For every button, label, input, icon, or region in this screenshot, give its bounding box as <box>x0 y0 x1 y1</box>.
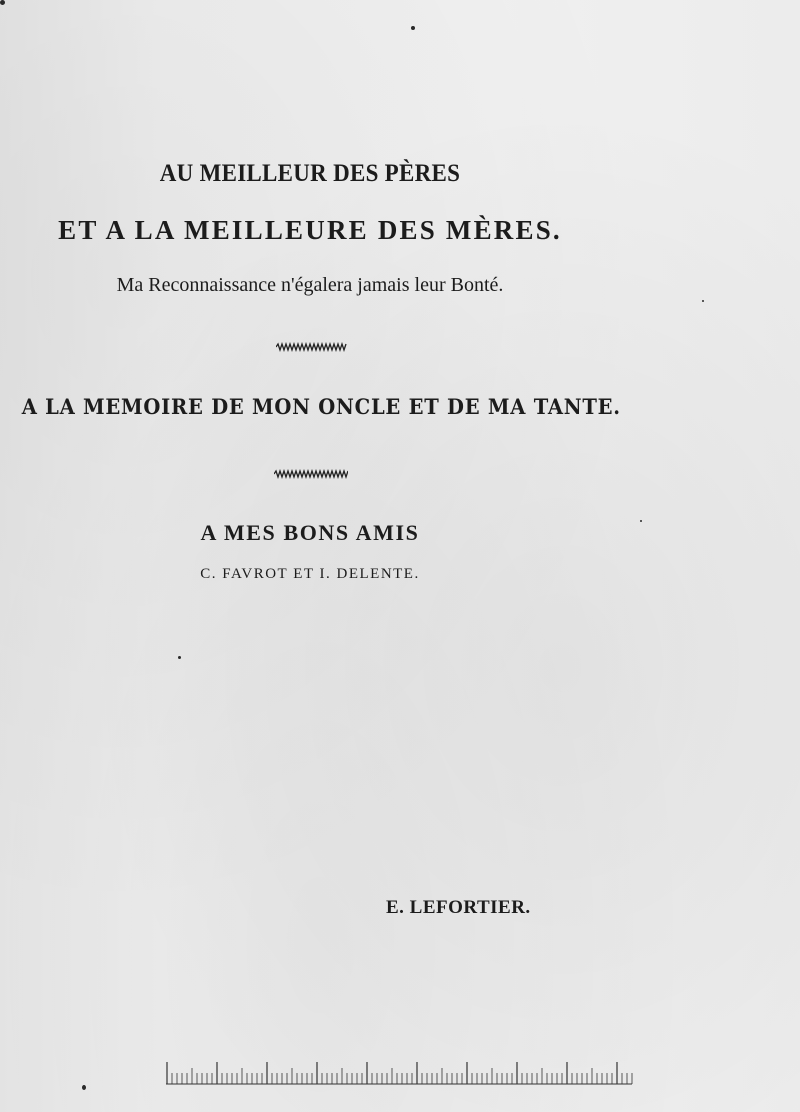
dedication-memorial-line: A LA MEMOIRE DE MON ONCLE ET DE MA TANTE. <box>21 394 621 419</box>
paper-speck <box>640 520 642 522</box>
paper-speck <box>702 300 704 302</box>
dedication-heading-mothers: ET A LA MEILLEURE DES MÈRES. <box>58 215 562 245</box>
paper-speck <box>82 1085 86 1090</box>
paper-speck <box>0 0 5 5</box>
wavy-ornament-divider <box>276 342 348 352</box>
dedication-friends-heading: A MES BONS AMIS <box>200 520 420 545</box>
author-signature: E. LEFORTIER. <box>386 897 531 918</box>
wavy-ornament-divider <box>274 469 348 479</box>
dedication-friends-names: C. FAVROT ET I. DELENTE. <box>200 566 420 582</box>
paper-speck <box>178 656 181 659</box>
dedication-subtitle: Ma Reconnaissance n'égalera jamais leur Bonté. <box>116 274 504 296</box>
scale-ruler <box>166 1058 636 1088</box>
dedication-heading-fathers: AU MEILLEUR DES PÈRES <box>159 160 461 187</box>
paper-speck <box>411 26 415 30</box>
